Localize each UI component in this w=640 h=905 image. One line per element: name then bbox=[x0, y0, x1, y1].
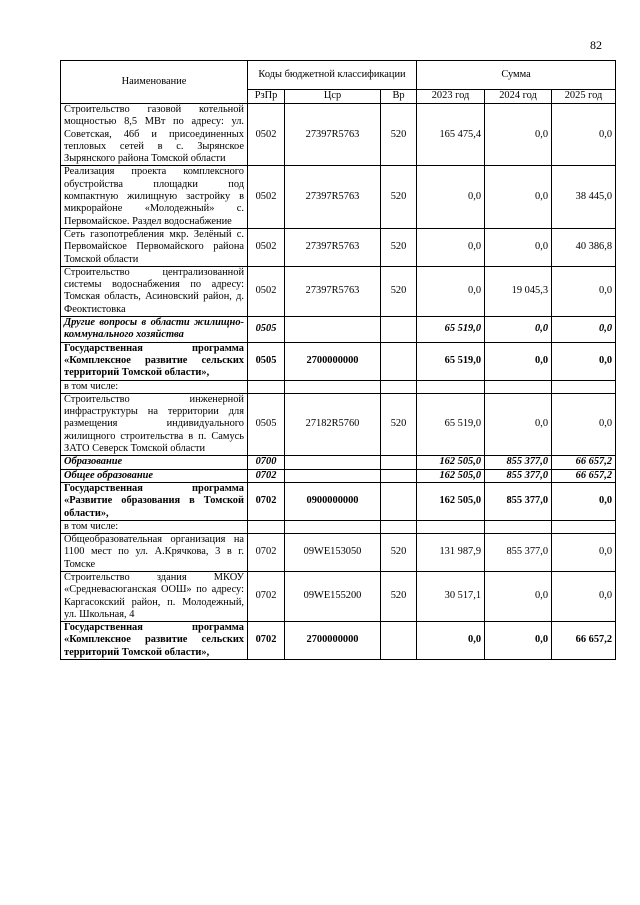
row-csr: 27397R5763 bbox=[285, 166, 381, 228]
header-2023: 2023 год bbox=[417, 90, 485, 104]
row-name: Государственная программа «Комплексное развитие сельских территорий Томской области», bbox=[61, 622, 248, 660]
row-vr bbox=[381, 520, 417, 533]
row-csr bbox=[285, 317, 381, 343]
table-row bbox=[61, 469, 616, 482]
row-vr: 520 bbox=[381, 393, 417, 455]
row-rzpr: 0502 bbox=[248, 266, 285, 316]
row-sum-2023: 131 987,9 bbox=[417, 534, 485, 572]
row-sum-2025: 0,0 bbox=[552, 317, 616, 343]
row-vr bbox=[381, 317, 417, 343]
page-number: 82 bbox=[590, 38, 602, 52]
row-name: Строительство здания МКОУ «Средневасюганская ООШ» по адресу: Каргасокский район, п. Молодежный, ул. Школьная, 4 bbox=[61, 571, 248, 621]
row-sum-2023: 165 475,4 bbox=[417, 104, 485, 166]
row-vr bbox=[381, 482, 417, 520]
row-csr: 0900000000 bbox=[285, 482, 381, 520]
row-csr bbox=[285, 380, 381, 393]
row-csr: 27182R5760 bbox=[285, 393, 381, 455]
row-csr bbox=[285, 520, 381, 533]
table-row bbox=[61, 266, 616, 316]
table-row bbox=[61, 393, 616, 455]
row-vr bbox=[381, 622, 417, 660]
row-vr: 520 bbox=[381, 104, 417, 166]
row-sum-2024: 855 377,0 bbox=[485, 469, 552, 482]
row-sum-2024: 0,0 bbox=[485, 622, 552, 660]
row-vr bbox=[381, 380, 417, 393]
row-sum-2024: 0,0 bbox=[485, 104, 552, 166]
row-sum-2023: 65 519,0 bbox=[417, 317, 485, 343]
row-rzpr: 0505 bbox=[248, 393, 285, 455]
row-csr: 27397R5763 bbox=[285, 266, 381, 316]
row-sum-2025 bbox=[552, 520, 616, 533]
row-csr: 09WE155200 bbox=[285, 571, 381, 621]
table-row bbox=[61, 534, 616, 572]
header-name: Наименование bbox=[61, 61, 248, 104]
row-sum-2025: 0,0 bbox=[552, 534, 616, 572]
table-row bbox=[61, 317, 616, 343]
row-name: Строительство централизованной системы водоснабжения по адресу: Томская область, Асиновский район, д. Феоктистовка bbox=[61, 266, 248, 316]
row-vr: 520 bbox=[381, 266, 417, 316]
header-vr: Вр bbox=[381, 90, 417, 104]
row-sum-2023 bbox=[417, 520, 485, 533]
row-csr: 2700000000 bbox=[285, 342, 381, 380]
row-rzpr: 0502 bbox=[248, 228, 285, 266]
row-rzpr: 0502 bbox=[248, 104, 285, 166]
table-row bbox=[61, 571, 616, 621]
row-sum-2023: 65 519,0 bbox=[417, 342, 485, 380]
row-rzpr: 0702 bbox=[248, 469, 285, 482]
row-name: Реализация проекта комплексного обустройства площадки под компактную жилищную застройку в микрорайоне «Молодежный» с. Первомайское. Раздел водоснабжение bbox=[61, 166, 248, 228]
row-sum-2024: 0,0 bbox=[485, 228, 552, 266]
table-row bbox=[61, 456, 616, 469]
table-row bbox=[61, 380, 616, 393]
row-rzpr: 0700 bbox=[248, 456, 285, 469]
row-csr: 2700000000 bbox=[285, 622, 381, 660]
row-vr: 520 bbox=[381, 534, 417, 572]
row-rzpr bbox=[248, 380, 285, 393]
row-sum-2024: 855 377,0 bbox=[485, 482, 552, 520]
header-codes: Коды бюджетной классификации bbox=[248, 61, 417, 90]
budget-table bbox=[60, 60, 616, 660]
header-csr: Цср bbox=[285, 90, 381, 104]
row-vr: 520 bbox=[381, 166, 417, 228]
row-rzpr: 0702 bbox=[248, 571, 285, 621]
row-sum-2024: 0,0 bbox=[485, 342, 552, 380]
table-row bbox=[61, 622, 616, 660]
row-sum-2025: 0,0 bbox=[552, 266, 616, 316]
row-sum-2024: 0,0 bbox=[485, 166, 552, 228]
row-sum-2024: 0,0 bbox=[485, 393, 552, 455]
row-rzpr bbox=[248, 520, 285, 533]
row-sum-2023: 0,0 bbox=[417, 622, 485, 660]
table-body bbox=[61, 104, 616, 660]
row-sum-2024: 855 377,0 bbox=[485, 456, 552, 469]
row-sum-2023: 162 505,0 bbox=[417, 456, 485, 469]
table-row bbox=[61, 520, 616, 533]
row-name: Другие вопросы в области жилищно-коммунального хозяйства bbox=[61, 317, 248, 343]
row-sum-2024: 855 377,0 bbox=[485, 534, 552, 572]
row-sum-2025: 66 657,2 bbox=[552, 469, 616, 482]
row-sum-2023: 162 505,0 bbox=[417, 482, 485, 520]
row-vr bbox=[381, 469, 417, 482]
row-sum-2025: 66 657,2 bbox=[552, 622, 616, 660]
row-name: Строительство инженерной инфраструктуры на территории для размещения индивидуального жилищного строительства в п. Самусь ЗАТО Северск Томской области bbox=[61, 393, 248, 455]
row-sum-2025: 40 386,8 bbox=[552, 228, 616, 266]
row-name: в том числе: bbox=[61, 520, 248, 533]
row-name: Общеобразовательная организация на 1100 мест по ул. А.Крячкова, 3 в г. Томске bbox=[61, 534, 248, 572]
row-sum-2024: 0,0 bbox=[485, 571, 552, 621]
row-sum-2025: 66 657,2 bbox=[552, 456, 616, 469]
header-2025: 2025 год bbox=[552, 90, 616, 104]
row-name: Образование bbox=[61, 456, 248, 469]
row-vr bbox=[381, 342, 417, 380]
row-vr bbox=[381, 456, 417, 469]
row-sum-2025: 0,0 bbox=[552, 482, 616, 520]
row-csr bbox=[285, 469, 381, 482]
row-name: Государственная программа «Развитие образования в Томской области», bbox=[61, 482, 248, 520]
row-sum-2023: 30 517,1 bbox=[417, 571, 485, 621]
row-csr bbox=[285, 456, 381, 469]
row-vr: 520 bbox=[381, 571, 417, 621]
row-rzpr: 0502 bbox=[248, 166, 285, 228]
row-rzpr: 0505 bbox=[248, 317, 285, 343]
row-name: Общее образование bbox=[61, 469, 248, 482]
row-rzpr: 0702 bbox=[248, 622, 285, 660]
row-rzpr: 0702 bbox=[248, 534, 285, 572]
row-rzpr: 0505 bbox=[248, 342, 285, 380]
row-sum-2024 bbox=[485, 520, 552, 533]
table-row bbox=[61, 166, 616, 228]
header-2024: 2024 год bbox=[485, 90, 552, 104]
row-csr: 27397R5763 bbox=[285, 228, 381, 266]
row-sum-2025: 0,0 bbox=[552, 342, 616, 380]
table-row bbox=[61, 104, 616, 166]
row-sum-2023 bbox=[417, 380, 485, 393]
row-sum-2024 bbox=[485, 380, 552, 393]
header-sum: Сумма bbox=[417, 61, 616, 90]
row-name: Строительство газовой котельной мощностью 8,5 МВт по адресу: ул. Советская, 46б и присоединенных тепловых сетей в с. Зырянское Зырянского района Томской области bbox=[61, 104, 248, 166]
row-csr: 27397R5763 bbox=[285, 104, 381, 166]
row-sum-2024: 19 045,3 bbox=[485, 266, 552, 316]
row-sum-2025: 0,0 bbox=[552, 571, 616, 621]
row-sum-2025: 0,0 bbox=[552, 104, 616, 166]
row-name: в том числе: bbox=[61, 380, 248, 393]
row-sum-2025: 38 445,0 bbox=[552, 166, 616, 228]
row-sum-2024: 0,0 bbox=[485, 317, 552, 343]
table-row bbox=[61, 228, 616, 266]
row-sum-2023: 0,0 bbox=[417, 266, 485, 316]
row-sum-2025: 0,0 bbox=[552, 393, 616, 455]
row-csr: 09WE153050 bbox=[285, 534, 381, 572]
row-sum-2023: 0,0 bbox=[417, 166, 485, 228]
row-sum-2023: 65 519,0 bbox=[417, 393, 485, 455]
row-vr: 520 bbox=[381, 228, 417, 266]
table-row bbox=[61, 482, 616, 520]
row-name: Сеть газопотребления мкр. Зелёный с. Первомайское Первомайского района Томской области bbox=[61, 228, 248, 266]
row-name: Государственная программа «Комплексное развитие сельских территорий Томской области», bbox=[61, 342, 248, 380]
header-rzpr: РзПр bbox=[248, 90, 285, 104]
row-rzpr: 0702 bbox=[248, 482, 285, 520]
row-sum-2023: 162 505,0 bbox=[417, 469, 485, 482]
row-sum-2025 bbox=[552, 380, 616, 393]
row-sum-2023: 0,0 bbox=[417, 228, 485, 266]
table-row bbox=[61, 342, 616, 380]
